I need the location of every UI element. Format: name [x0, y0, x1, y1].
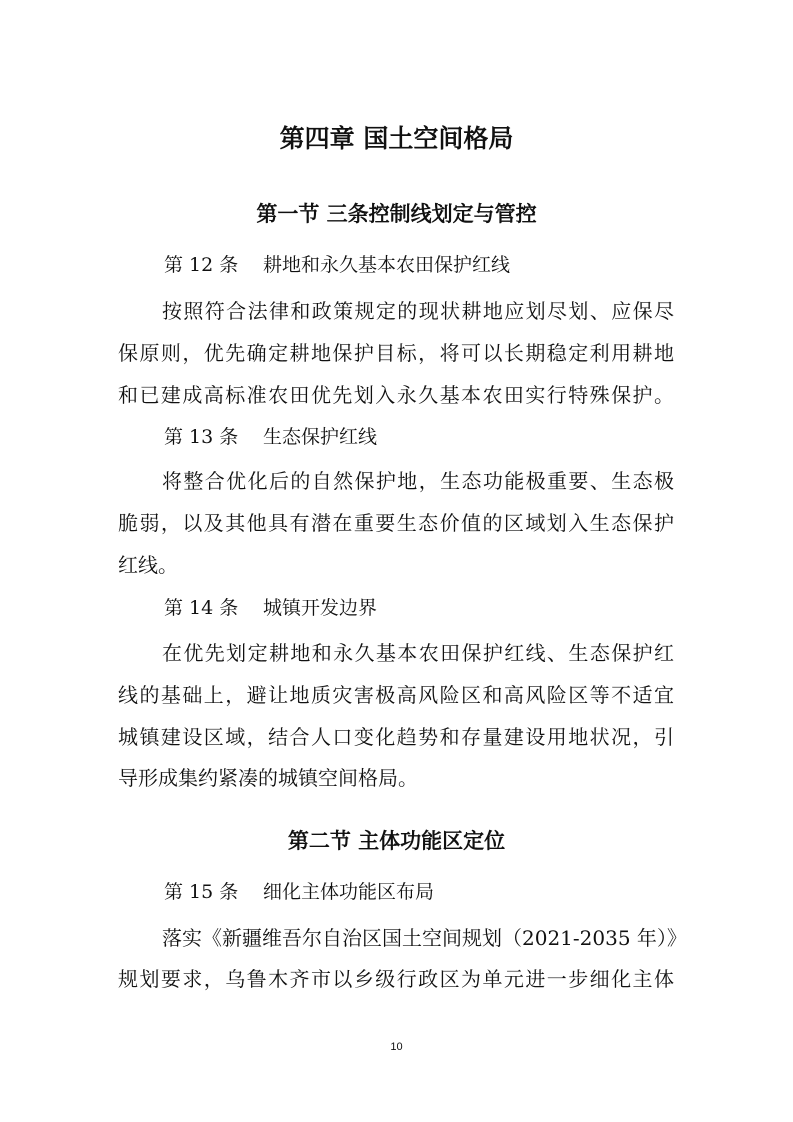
paragraph-line: 脆弱，以及其他具有潜在重要生态价值的区域划入生态保护 [118, 511, 674, 535]
article-title: 耕地和永久基本农田保护红线 [263, 254, 511, 276]
page-number: 10 [390, 1041, 403, 1053]
paragraph-line: 落实《新疆维吾尔自治区国土空间规划（2021-2035 年）》 [162, 926, 687, 950]
paragraph-line: 红线。 [118, 553, 178, 577]
article-15-heading [164, 877, 434, 907]
article-number: 第 14 条 [164, 597, 239, 619]
article-13-heading [164, 422, 377, 452]
paragraph-line: 导形成集约紧凑的城镇空间格局。 [118, 766, 418, 790]
chapter-title: 第四章 国土空间格局 [279, 124, 514, 153]
section-title-2: 第二节 主体功能区定位 [287, 829, 506, 853]
paragraph-line: 线的基础上，避让地质灾害极高风险区和高风险区等不适宜 [118, 683, 674, 707]
paragraph-line: 城镇建设区域，结合人口变化趋势和存量建设用地状况，引 [118, 725, 674, 749]
article-number: 第 15 条 [164, 881, 239, 903]
section-title-1: 第一节 三条控制线划定与管控 [256, 202, 537, 226]
article-12-heading [164, 250, 510, 280]
article-14-heading [164, 593, 377, 623]
paragraph-line: 按照符合法律和政策规定的现状耕地应划尽划、应保尽 [162, 299, 674, 323]
article-title: 城镇开发边界 [263, 597, 378, 619]
paragraph-line: 在优先划定耕地和永久基本农田保护红线、生态保护红 [162, 641, 674, 665]
article-number: 第 13 条 [164, 426, 239, 448]
paragraph-line: 保原则，优先确定耕地保护目标，将可以长期稳定利用耕地 [118, 341, 674, 365]
paragraph-line: 将整合优化后的自然保护地，生态功能极重要、生态极 [162, 469, 674, 493]
paragraph-line: 规划要求，乌鲁木齐市以乡级行政区为单元进一步细化主体 [118, 967, 674, 991]
article-title: 细化主体功能区布局 [263, 881, 435, 903]
article-title: 生态保护红线 [263, 426, 378, 448]
paragraph-line: 和已建成高标准农田优先划入永久基本农田实行特殊保护。 [118, 383, 674, 407]
article-number: 第 12 条 [164, 254, 239, 276]
